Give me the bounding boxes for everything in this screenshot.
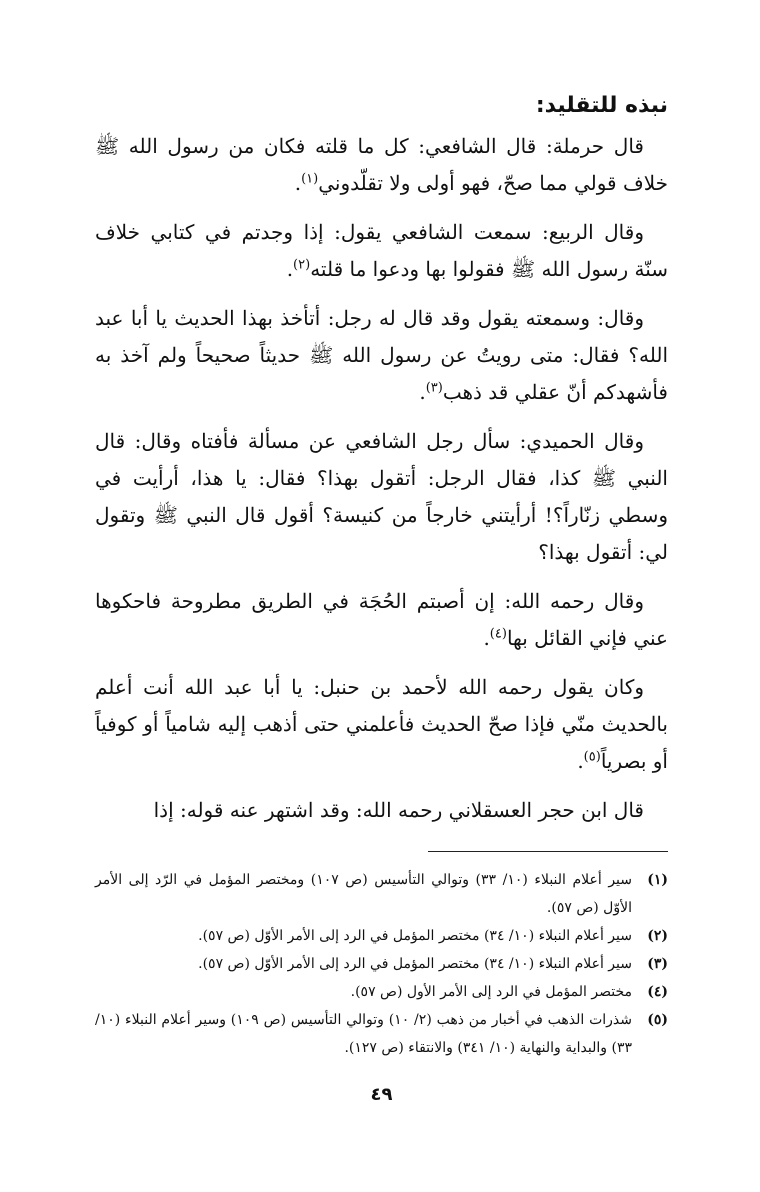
section-heading: نبذه للتقليد: [535, 93, 668, 118]
footnote-item [95, 866, 668, 922]
paragraph-end: . [483, 626, 490, 650]
paragraph [95, 792, 668, 829]
footnote-ref: (١) [301, 171, 319, 187]
paragraph-end: . [294, 171, 302, 195]
footnotes-list [95, 866, 668, 1062]
footnote-ref: (٤) [489, 626, 507, 642]
paragraph-end: . [577, 749, 584, 773]
paragraph-text: وقال: وسمعته يقول وقد قال له رجل: أتأخذ بهذا الحديث يا أبا عبد الله؟ فقال: متى رويتُ عن رسول الله ﷺ حديثاً صحيحاً ولم آخذ به فأشهدكم أنّ عقلي قد ذهب [95, 306, 668, 404]
paragraph [95, 669, 668, 780]
book-page [0, 86, 760, 1105]
footnote-item [95, 922, 668, 950]
paragraph-end: . [286, 257, 294, 281]
paragraph [95, 300, 668, 411]
footnote-number: (٤) [647, 984, 668, 1000]
page-number: ٤٩ [370, 1084, 393, 1105]
paragraph-text: وكان يقول رحمه الله لأحمد بن حنبل: يا أبا عبد الله أنت أعلم بالحديث منّي فإذا صحّ الحديث فأعلمني حتى أذهب إليه شامياً أو كوفياً أو بصرياً [95, 675, 668, 773]
footnote-text: سير أعلام النبلاء (١٠/ ٣٤) مختصر المؤمل في الرد إلى الأمر الأوّل (ص ٥٧). [198, 928, 632, 944]
footnote-divider [428, 851, 668, 852]
footnote-number: (٢) [647, 928, 668, 944]
paragraph-text: قال ابن حجر العسقلاني رحمه الله: وقد اشتهر عنه قوله: إذا [153, 798, 644, 822]
footnote-item [95, 1006, 668, 1062]
paragraph-text: وقال رحمه الله: إن أصبتم الحُجَة في الطريق مطروحة فاحكوها عني فإني القائل بها [95, 589, 668, 650]
paragraph [95, 128, 668, 202]
footnote-number: (٣) [647, 956, 668, 972]
footnote-item [95, 950, 668, 978]
footnote-ref: (٣) [425, 380, 443, 396]
paragraph-text: وقال الحميدي: سأل رجل الشافعي عن مسألة فأفتاه وقال: قال النبي ﷺ كذا، فقال الرجل: أتقول بهذا؟ فقال: يا هذا، أرأيت في وسطي زنّاراً؟! أرأيتني خارجاً من كنيسة؟ أقول قال النبي ﷺ وتقول لي: أتقول بهذا؟ [95, 429, 668, 564]
paragraph [95, 214, 668, 288]
footnote-text: شذرات الذهب في أخبار من ذهب (٢/ ١٠) وتوالي التأسيس (ص ١٠٩) وسير أعلام النبلاء (١٠/ ٣٣) والبداية والنهاية (١٠/ ٣٤١) والانتقاء (ص ١٢٧). [95, 1012, 632, 1056]
paragraph-end: . [419, 380, 426, 404]
footnote-ref: (٢) [293, 257, 311, 273]
footnote-text: سير أعلام النبلاء (١٠/ ٣٤) مختصر المؤمل في الرد إلى الأمر الأوّل (ص ٥٧). [198, 956, 632, 972]
paragraph [95, 423, 668, 571]
footnote-number: (٥) [647, 1012, 668, 1028]
page-content [95, 86, 668, 1105]
footnote-item [95, 978, 668, 1006]
footnote-text: سير أعلام النبلاء (١٠/ ٣٣) وتوالي التأسيس (ص ١٠٧) ومختصر المؤمل في الرّد إلى الأمر الأوّل (ص ٥٧). [95, 872, 632, 916]
footnote-ref: (٥) [583, 749, 601, 765]
footnote-text: مختصر المؤمل في الرد إلى الأمر الأول (ص ٥٧). [350, 984, 632, 1000]
footnote-number: (١) [647, 872, 668, 888]
paragraph-text: وقال الربيع: سمعت الشافعي يقول: إذا وجدتم في كتابي خلاف سنّة رسول الله ﷺ فقولوا بها ودعوا ما قلته [95, 220, 668, 281]
paragraph-text: قال حرملة: قال الشافعي: كل ما قلته فكان من رسول الله ﷺ خلاف قولي مما صحّ، فهو أولى ولا تقلّدوني [95, 134, 668, 195]
paragraph [95, 583, 668, 657]
